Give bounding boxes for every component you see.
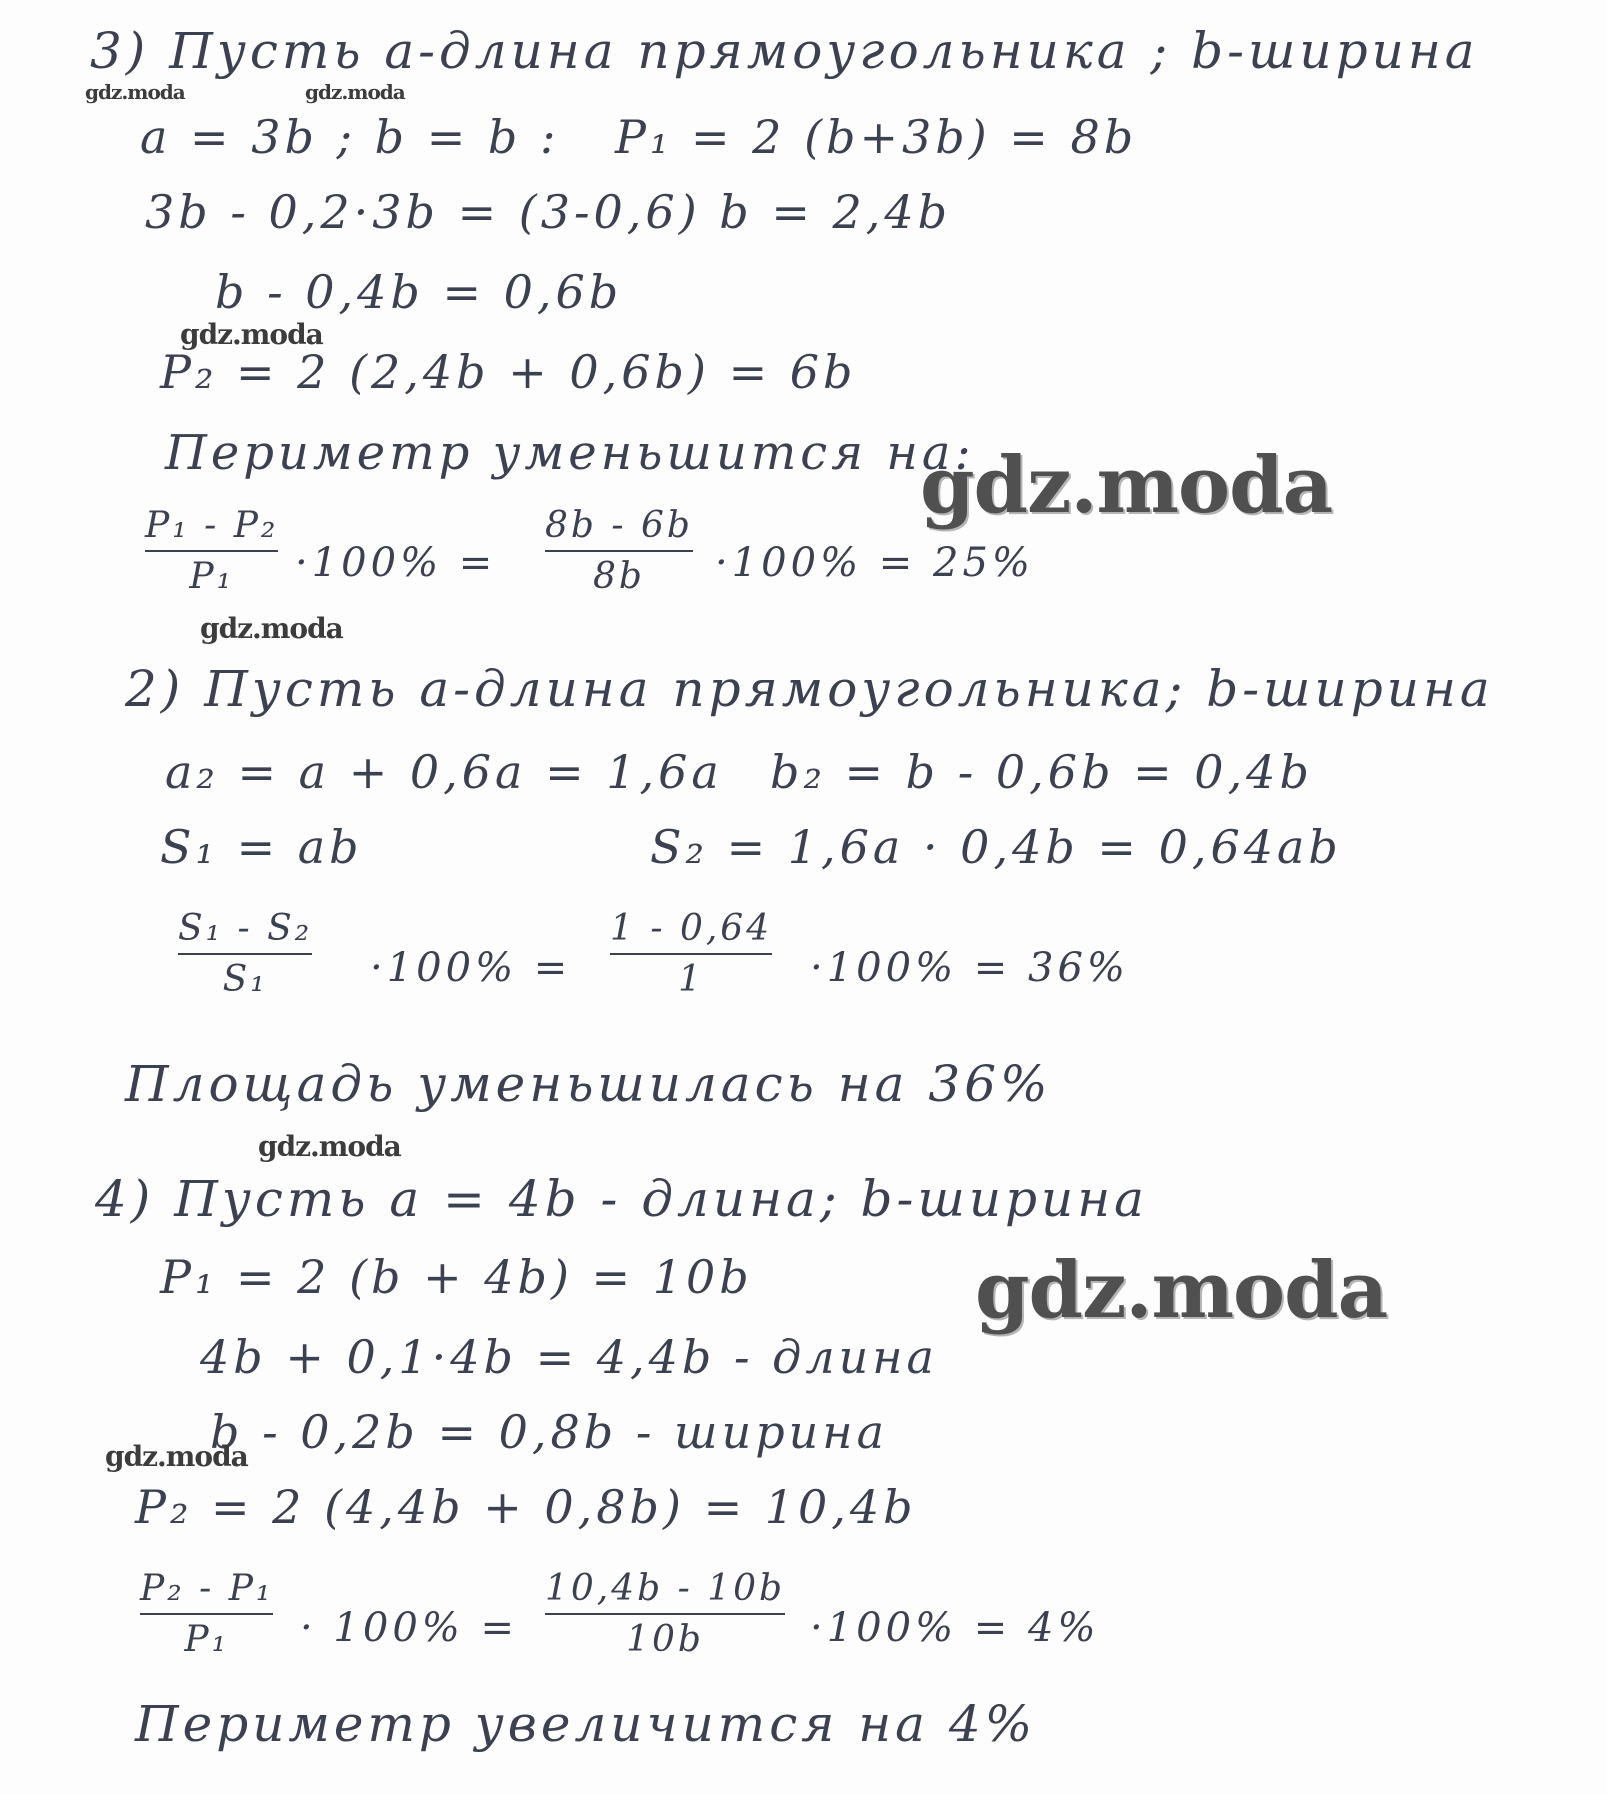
fraction-bar <box>610 953 772 955</box>
section2-heading: 2) Пусть a-длина прямоугольника; b-ширина <box>125 660 1494 718</box>
section3-line1: a = 3b ; b = b : <box>140 110 560 164</box>
section3-heading: 3) Пусть a-длина прямоугольника ; b-ширина <box>90 22 1479 80</box>
fraction-bar <box>545 550 693 552</box>
section2-fraction-2 <box>610 908 772 1000</box>
watermark-large: gdz.moda <box>975 1245 1388 1336</box>
section3-fraction-1 <box>145 505 278 597</box>
watermark-small: gdz.moda <box>258 1130 401 1163</box>
watermark-large: gdz.moda <box>920 440 1333 531</box>
section4-line4: P₂ = 2 (4,4b + 0,8b) = 10,4b <box>135 1480 917 1534</box>
section2-mult1: ·100% = <box>370 945 572 991</box>
section3-fraction-2 <box>545 505 693 597</box>
section2-frac1-numerator: S₁ - S₂ <box>178 908 313 949</box>
section2-frac2-denominator: 1 <box>678 959 705 1000</box>
section3-frac1-numerator: P₁ - P₂ <box>145 505 279 546</box>
watermark-small: gdz.moda <box>305 80 405 104</box>
watermark-small: gdz.moda <box>85 80 185 104</box>
section2-line2-b: S₂ = 1,6a · 0,4b = 0,64ab <box>650 820 1342 874</box>
section2-frac1-denominator: S₁ <box>222 959 268 1000</box>
section3-result: ·100% = 25% <box>715 540 1034 586</box>
section4-frac1-numerator: P₂ - P₁ <box>140 1568 274 1609</box>
section4-frac2-denominator: 10b <box>626 1619 704 1660</box>
section4-heading: 4) Пусть a = 4b - длина; b-ширина <box>95 1170 1148 1228</box>
section2-conclusion: Площадь уменьшилась на 36% <box>125 1055 1052 1113</box>
fraction-bar <box>145 550 278 552</box>
section3-line4: P₂ = 2 (2,4b + 0,6b) = 6b <box>160 345 857 399</box>
section3-line1-p1: P₁ = 2 (b+3b) = 8b <box>615 110 1138 164</box>
section3-mult1: ·100% = <box>295 540 497 586</box>
section4-frac2-numerator: 10,4b - 10b <box>545 1568 786 1609</box>
section2-frac2-numerator: 1 - 0,64 <box>610 908 773 949</box>
watermark-small: gdz.moda <box>200 612 343 645</box>
section2-line1-b: b₂ = b - 0,6b = 0,4b <box>770 745 1313 799</box>
section4-frac1-denominator: P₁ <box>184 1619 229 1660</box>
section2-result: ·100% = 36% <box>810 945 1129 991</box>
section3-line3: b - 0,4b = 0,6b <box>215 265 623 319</box>
section3-frac2-denominator: 8b <box>593 556 645 597</box>
section4-result: ·100% = 4% <box>810 1605 1100 1651</box>
watermark-small: gdz.moda <box>105 1440 248 1473</box>
section4-line2: 4b + 0,1·4b = 4,4b - длина <box>200 1330 938 1384</box>
section3-frac1-denominator: P₁ <box>189 556 234 597</box>
fraction-bar <box>545 1613 785 1615</box>
section3-conclusion: Периметр уменьшится на: <box>165 425 975 481</box>
watermark-small: gdz.moda <box>180 318 323 351</box>
section3-frac2-numerator: 8b - 6b <box>545 505 693 546</box>
section4-line1: P₁ = 2 (b + 4b) = 10b <box>160 1250 753 1304</box>
fraction-bar <box>178 953 312 955</box>
section2-line2-a: S₁ = ab <box>160 820 363 874</box>
section4-mult1: · 100% = <box>300 1605 519 1651</box>
section3-line2: 3b - 0,2·3b = (3-0,6) b = 2,4b <box>145 185 952 239</box>
section4-line3: b - 0,2b = 0,8b - ширина <box>210 1405 889 1459</box>
section4-conclusion: Периметр увеличится на 4% <box>135 1695 1037 1753</box>
section2-line1-a: a₂ = a + 0,6a = 1,6a <box>165 745 723 799</box>
section4-fraction-1 <box>140 1568 273 1660</box>
fraction-bar <box>140 1613 273 1615</box>
section4-fraction-2 <box>545 1568 785 1660</box>
section2-fraction-1 <box>178 908 312 1000</box>
